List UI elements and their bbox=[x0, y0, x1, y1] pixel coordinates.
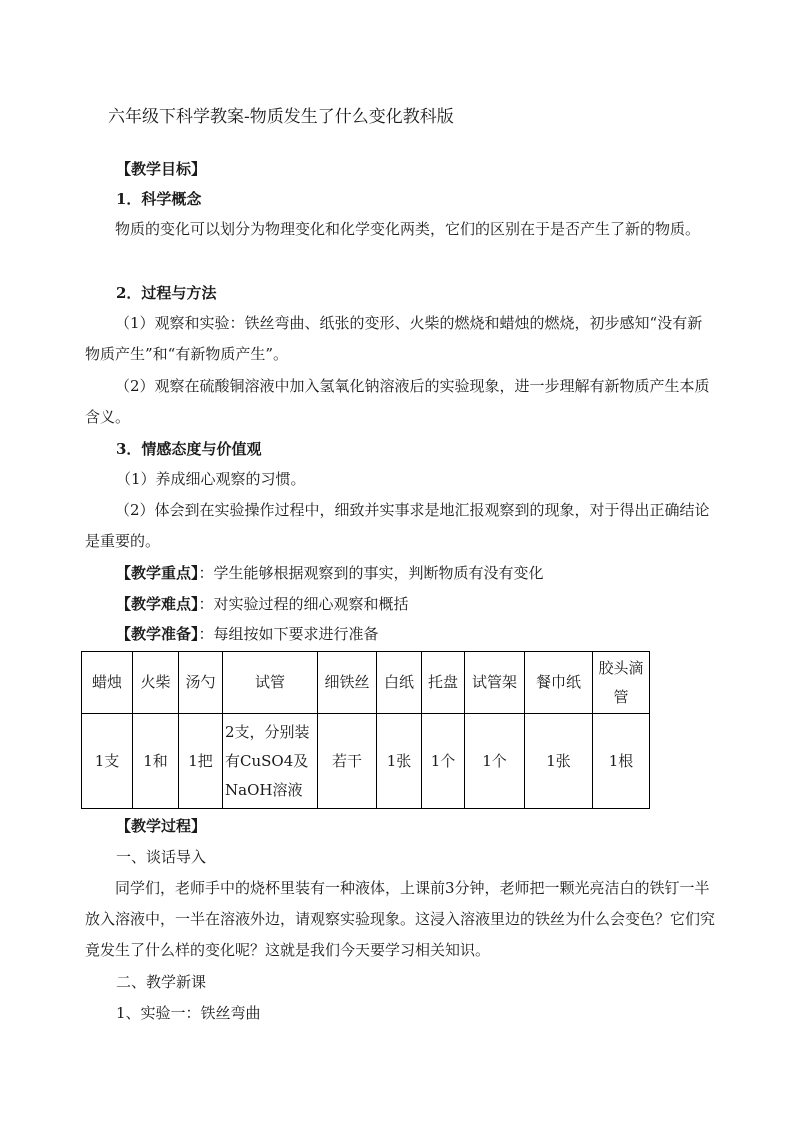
key-points-label: 【教学重点】 bbox=[116, 564, 199, 582]
objectives-heading: 【教学目标】 bbox=[116, 160, 207, 178]
process-method-paragraph-2: （2）观察在硫酸铜溶液中加入氢氧化钠溶液后的实验现象，进一步理解有新物质产生本质含义。 bbox=[85, 377, 710, 426]
table-row bbox=[82, 714, 650, 809]
document-title: 六年级下科学教案-物质发生了什么变化教科版 bbox=[108, 107, 454, 127]
table-cell: 1支 bbox=[82, 714, 133, 809]
difficult-points-text: ：对实验过程的细心观察和概括 bbox=[198, 595, 409, 613]
part-two-heading: 二、教学新课 bbox=[116, 973, 207, 991]
science-concept-heading: 1．科学概念 bbox=[116, 190, 202, 208]
experiment-one-heading: 1、实验一：铁丝弯曲 bbox=[116, 1004, 261, 1022]
table-header-cell: 白纸 bbox=[377, 652, 422, 714]
table-header-cell: 胶头滴管 bbox=[593, 652, 650, 714]
science-concept-paragraph: 物质的变化可以划分为物理变化和化学变化两类，它们的区别在于是否产生了新的物质。 bbox=[115, 220, 701, 238]
table-header-cell: 试管架 bbox=[465, 652, 525, 714]
table-header-cell: 托盘 bbox=[422, 652, 465, 714]
teaching-process-heading: 【教学过程】 bbox=[116, 817, 207, 835]
table-cell: 1把 bbox=[179, 714, 223, 809]
attitude-values-heading: 3．情感态度与价值观 bbox=[116, 440, 262, 458]
attitude-values-paragraph-2: （2）体会到在实验操作过程中，细致并实事求是地汇报观察到的现象，对于得出正确结论是重要的。 bbox=[85, 501, 710, 550]
key-points-line bbox=[116, 563, 544, 583]
table-cell: 1张 bbox=[525, 714, 593, 809]
process-method-heading: 2．过程与方法 bbox=[116, 284, 217, 302]
table-header-cell: 细铁丝 bbox=[318, 652, 377, 714]
table-cell: 1张 bbox=[377, 714, 422, 809]
key-points-text: ：学生能够根据观察到的事实，判断物质有没有变化 bbox=[198, 564, 544, 582]
process-method-paragraph-1: （1）观察和实验：铁丝弯曲、纸张的变形、火柴的燃烧和蜡烛的燃烧，初步感知“没有新物质产生”和“有新物质产生”。 bbox=[85, 314, 703, 363]
table-cell: 2支，分别装有CuSO4及NaOH溶液 bbox=[223, 714, 318, 809]
table-header-cell: 火柴 bbox=[133, 652, 179, 714]
table-cell: 1和 bbox=[133, 714, 179, 809]
attitude-values-paragraph-1: （1）养成细心观察的习惯。 bbox=[116, 470, 306, 488]
table-row bbox=[82, 652, 650, 714]
table-cell: 若干 bbox=[318, 714, 377, 809]
preparation-text: ：每组按如下要求进行准备 bbox=[198, 625, 379, 643]
table-header-cell: 蜡烛 bbox=[82, 652, 133, 714]
preparation-label: 【教学准备】 bbox=[116, 625, 199, 643]
preparation-line bbox=[116, 624, 379, 644]
difficult-points-label: 【教学难点】 bbox=[116, 595, 199, 613]
table-cell: 1根 bbox=[593, 714, 650, 809]
part-one-heading: 一、谈话导入 bbox=[116, 848, 207, 866]
table-cell: 1个 bbox=[422, 714, 465, 809]
table-cell: 1个 bbox=[465, 714, 525, 809]
preparation-table bbox=[81, 651, 650, 809]
table-header-cell: 汤勺 bbox=[179, 652, 223, 714]
part-one-paragraph: 同学们，老师手中的烧杯里装有一种液体，上课前3分钟，老师把一颗光亮洁白的铁钉一半放入溶液中，一半在溶液外边，请观察实验现象。这浸入溶液里边的铁丝为什么会变色？它们究竟发生了什么样的变化呢？这就是我们今天要学习相关知识。 bbox=[85, 879, 716, 959]
table-header-cell: 试管 bbox=[223, 652, 318, 714]
table-header-cell: 餐巾纸 bbox=[525, 652, 593, 714]
difficult-points-line bbox=[116, 594, 409, 614]
